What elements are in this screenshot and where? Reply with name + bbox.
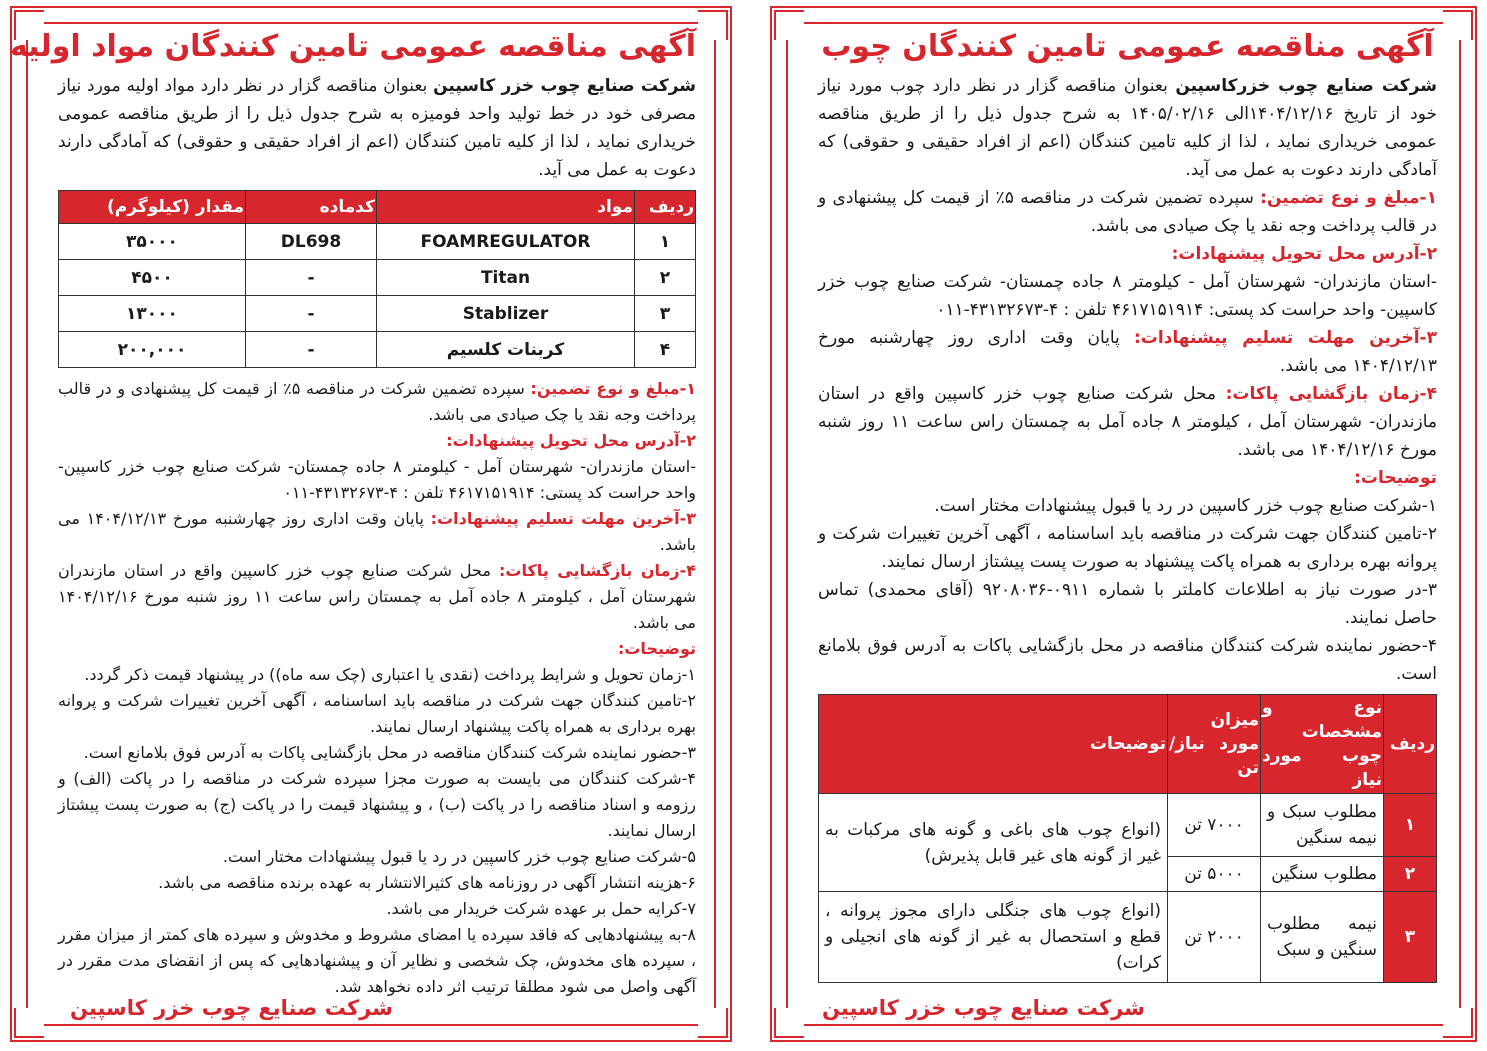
section-deadline: [58, 506, 696, 558]
row-number: ۲: [635, 260, 696, 296]
section-label: ۴-زمان بازگشایی پاکات:: [1225, 384, 1437, 404]
corner-ornament: [14, 1008, 44, 1038]
column-header: ردیف: [635, 191, 696, 224]
wood-quantity: ۵۰۰۰ تن: [1168, 857, 1261, 892]
wood-description: (انواع چوب های باغی و گونه های مرکبات به غیر از گونه های غیر قابل پذیرش): [819, 794, 1168, 892]
section-label: ۳-آخرین مهلت تسلیم پیشنهادات:: [430, 509, 697, 528]
material-name: Stablizer: [377, 296, 635, 332]
note-item: ۳-در صورت نیاز به اطلاعات کاملتر با شماره ۰۹۱۱-۹۲۰۸۰۳۶ (آقای محمدی) تماس حاصل نمایند.: [818, 580, 1437, 628]
note-item: ۱-زمان تحویل و شرایط پرداخت (نقدی یا اعتباری (چک سه ماه)) در پیشنهاد قیمت ذکر گردد.: [84, 665, 696, 684]
section-label: ۲-آدرس محل تحویل پیشنهادات:: [446, 431, 696, 450]
note-item: ۸-به پیشنهادهایی که فاقد سپرده یا امضای مشروط و مخدوش و سپرده های کمتر از میزان مقرر ، سپرده های مخدوش، چک شخصی و نظایر آن و پیشنهادهایی که پس از انقضای مدت مقرر در آگهی واصل می شود مطلقا ترتیب اثر داده نخواهد شد.: [58, 925, 696, 996]
row-number: ۱: [1384, 794, 1437, 857]
intro-text: بعنوان مناقصه گزار در نظر دارد چوب مورد نیاز خود از تاریخ ۱۴۰۴/۱۲/۱۶الی ۱۴۰۵/۰۲/۱۶ به شرح جدول ذیل را از طریق مناقصه عمومی خریداری نماید ، لذا از کلیه تامین کنندگان (اعم از افراد حقیقی و حقوقی) که آمادگی دارند دعوت به عمل می آید.: [818, 76, 1437, 180]
section-label: ۳-آخرین مهلت تسلیم پیشنهادات:: [1133, 328, 1437, 348]
row-number: ۱: [635, 224, 696, 260]
wood-spec: مطلوب سبک و نیمه سنگین: [1261, 794, 1384, 857]
material-quantity: ۴۵۰۰: [59, 260, 246, 296]
material-code: -: [246, 260, 377, 296]
column-header: کدماده: [246, 191, 377, 224]
note-item: ۴-شرکت کنندگان می بایست به صورت مجزا سپرده شرکت در مناقصه را در پاکت (الف) و رزومه و اسناد مناقصه را در پاکت (ب) ، و پیشنهاد قیمت را در پاکت (ج) به صورت پست پیشتاز ارسال نمایند.: [58, 769, 696, 840]
section-address: -استان مازندران- شهرستان آمل - کیلومتر ۸ جاده چمستان- شرکت صنایع چوب خزر کاسپین- واحد حراست کد پستی: ۴۶۱۷۱۵۱۹۱۴ تلفن : ۴-۴۳۱۳۲۶۷۳-۰۱۱: [58, 457, 696, 502]
column-header: میزان مورد نیاز/تن: [1168, 695, 1261, 794]
corner-ornament: [698, 1008, 728, 1038]
row-number: ۴: [635, 332, 696, 368]
material-name: کربنات کلسیم: [377, 332, 635, 368]
column-header: ردیف: [1384, 695, 1437, 794]
note-item: ۷-کرایه حمل بر عهده شرکت خریدار می باشد.: [386, 899, 696, 918]
corner-ornament: [698, 10, 728, 40]
row-number: ۲: [1384, 857, 1437, 892]
section-opening: [58, 558, 696, 636]
wood-spec: مطلوب سنگین: [1261, 857, 1384, 892]
wood-quantity: ۲۰۰۰ تن: [1168, 892, 1261, 983]
table-row: [59, 296, 696, 332]
intro-text: بعنوان مناقصه گزار در نظر دارد مواد اولیه مورد نیاز مصرفی خود در خط تولید واحد فومیزه به شرح جدول ذیل را از طریق مناقصه عمومی خریداری نماید ، لذا از کلیه تامین کنندگان (اعم از افراد حقیقی و حقوقی) که آمادگی دارند دعوت به عمل می آید.: [58, 76, 696, 180]
materials-table: [58, 190, 696, 368]
ad-footer-signature: شرکت صنایع چوب خزر کاسپین: [70, 996, 393, 1020]
table-row: [819, 794, 1437, 857]
material-name: FOAMREGULATOR: [377, 224, 635, 260]
wood-quantity: ۷۰۰۰ تن: [1168, 794, 1261, 857]
section-text: سپرده تضمین شرکت در مناقصه ۵٪ از قیمت کل پیشنهادی و در قالب پرداخت وجه نقد یا چک صیادی می باشد.: [58, 379, 696, 424]
section-text: پایان وقت اداری روز چهارشنبه مورخ ۱۴۰۴/۱۲/۱۳ می باشد.: [58, 509, 696, 554]
notes-label: توضیحات:: [617, 639, 696, 658]
note-item: ۶-هزینه انتشار آگهی در روزنامه های کثیرالانتشار به عهده برنده مناقصه می باشد.: [158, 873, 696, 892]
table-row: [819, 892, 1437, 983]
ad-footer-signature: شرکت صنایع چوب خزر کاسپین: [822, 996, 1145, 1020]
material-quantity: ۱۳۰۰۰: [59, 296, 246, 332]
table-row: [59, 332, 696, 368]
intro-paragraph: [58, 72, 696, 184]
section-opening: [818, 380, 1437, 464]
corner-ornament: [1443, 10, 1473, 40]
table-row: [59, 260, 696, 296]
note-item: ۴-حضور نماینده شرکت کنندگان مناقصه در محل بازگشایی پاکات به آدرس فوق بلامانع است.: [818, 636, 1437, 684]
column-header: مواد: [377, 191, 635, 224]
section-deadline: [818, 324, 1437, 380]
section-label: ۱-مبلغ و نوع تضمین:: [1260, 188, 1437, 208]
material-code: DL698: [246, 224, 377, 260]
section-guarantee: [58, 376, 696, 428]
company-name: شرکت صنایع چوب خزرکاسپین: [1175, 76, 1437, 96]
column-header: نوع و مشخصات چوب مورد نیاز: [1261, 695, 1384, 794]
corner-ornament: [774, 10, 804, 40]
intro-paragraph: [818, 72, 1437, 184]
material-code: -: [246, 332, 377, 368]
table-row: [59, 224, 696, 260]
note-item: ۵-شرکت صنایع چوب خزر کاسپین در رد یا قبول پیشنهادات مختار است.: [222, 847, 696, 866]
row-number: ۳: [1384, 892, 1437, 983]
wood-suppliers-tender-ad: [770, 6, 1477, 1042]
section-text: پایان وقت اداری روز چهارشنبه مورخ ۱۴۰۴/۱۲/۱۳ می باشد.: [818, 328, 1437, 376]
section-guarantee: [818, 184, 1437, 240]
corner-ornament: [1443, 1008, 1473, 1038]
corner-ornament: [774, 1008, 804, 1038]
notes-label: توضیحات:: [1354, 468, 1437, 488]
section-label: ۲-آدرس محل تحویل پیشنهادات:: [1171, 244, 1437, 264]
wood-spec: نیمه مطلوب سنگین و سبک: [1261, 892, 1384, 983]
note-item: ۲-تامین کنندگان جهت شرکت در مناقصه باید اساسنامه ، آگهی آخرین تغییرات شرکت و پروانه بهره برداری به همراه پاکت پیشنهاد ارسال نمایند.: [58, 691, 696, 736]
material-code: -: [246, 296, 377, 332]
section-text: محل شرکت صنایع چوب خزر کاسپین واقع در استان مازندران- شهرستان آمل ، کیلومتر ۸ جاده آمل به چمستان راس ساعت ۱۱ روز شنبه مورخ ۱۴۰۴/۱۲/۱۶ می باشد.: [818, 384, 1437, 460]
raw-materials-tender-ad: [10, 6, 732, 1042]
wood-requirements-table: [818, 694, 1437, 983]
column-header: مقدار (کیلوگرم): [59, 191, 246, 224]
ad-title: آگهی مناقصه عمومی تامین کنندگان چوب: [821, 29, 1434, 64]
section-label: ۱-مبلغ و نوع تضمین:: [530, 379, 696, 398]
column-header: توضیحات: [819, 695, 1168, 794]
material-quantity: ۲۰۰,۰۰۰: [59, 332, 246, 368]
ad-title: آگهی مناقصه عمومی تامین کنندگان مواد اولیه: [9, 29, 696, 64]
section-text: محل شرکت صنایع چوب خزر کاسپین واقع در استان مازندران شهرستان آمل ، کیلومتر ۸ جاده آمل به چمستان راس ساعت ۱۱ روز شنبه مورخ ۱۴۰۴/۱۲/۱۶ می باشد.: [58, 561, 696, 632]
company-name: شرکت صنایع چوب خزر کاسپین: [433, 76, 696, 96]
material-quantity: ۳۵۰۰۰: [59, 224, 246, 260]
note-item: ۳-حضور نماینده شرکت کنندگان مناقصه در محل بازگشایی پاکات به آدرس فوق بلامانع است.: [83, 743, 696, 762]
section-label: ۴-زمان بازگشایی پاکات:: [498, 561, 697, 580]
material-name: Titan: [377, 260, 635, 296]
note-item: ۱-شرکت صنایع چوب خزر کاسپین در رد یا قبول پیشنهادات مختار است.: [934, 496, 1437, 516]
note-item: ۲-تامین کنندگان جهت شرکت در مناقصه باید اساسنامه ، آگهی آخرین تغییرات شرکت و پروانه بهره برداری به همراه پاکت پیشنهاد به صورت پست پیشتاز ارسال نمایند.: [818, 524, 1437, 572]
section-address: -استان مازندران- شهرستان آمل - کیلومتر ۸ جاده چمستان- شرکت صنایع چوب خزر کاسپین- واحد حراست کد پستی: ۴۶۱۷۱۵۱۹۱۴ تلفن : ۴-۴۳۱۳۲۶۷۳-۰۱۱: [818, 272, 1437, 320]
wood-description: (انواع چوب های جنگلی دارای مجوز پروانه ، قطع و استحصال به غیر از گونه های انجیلی و کرات): [819, 892, 1168, 983]
row-number: ۳: [635, 296, 696, 332]
section-text: سپرده تضمین شرکت در مناقصه ۵٪ از قیمت کل پیشنهادی و در قالب پرداخت وجه نقد یا چک صیادی می باشد.: [818, 188, 1437, 236]
